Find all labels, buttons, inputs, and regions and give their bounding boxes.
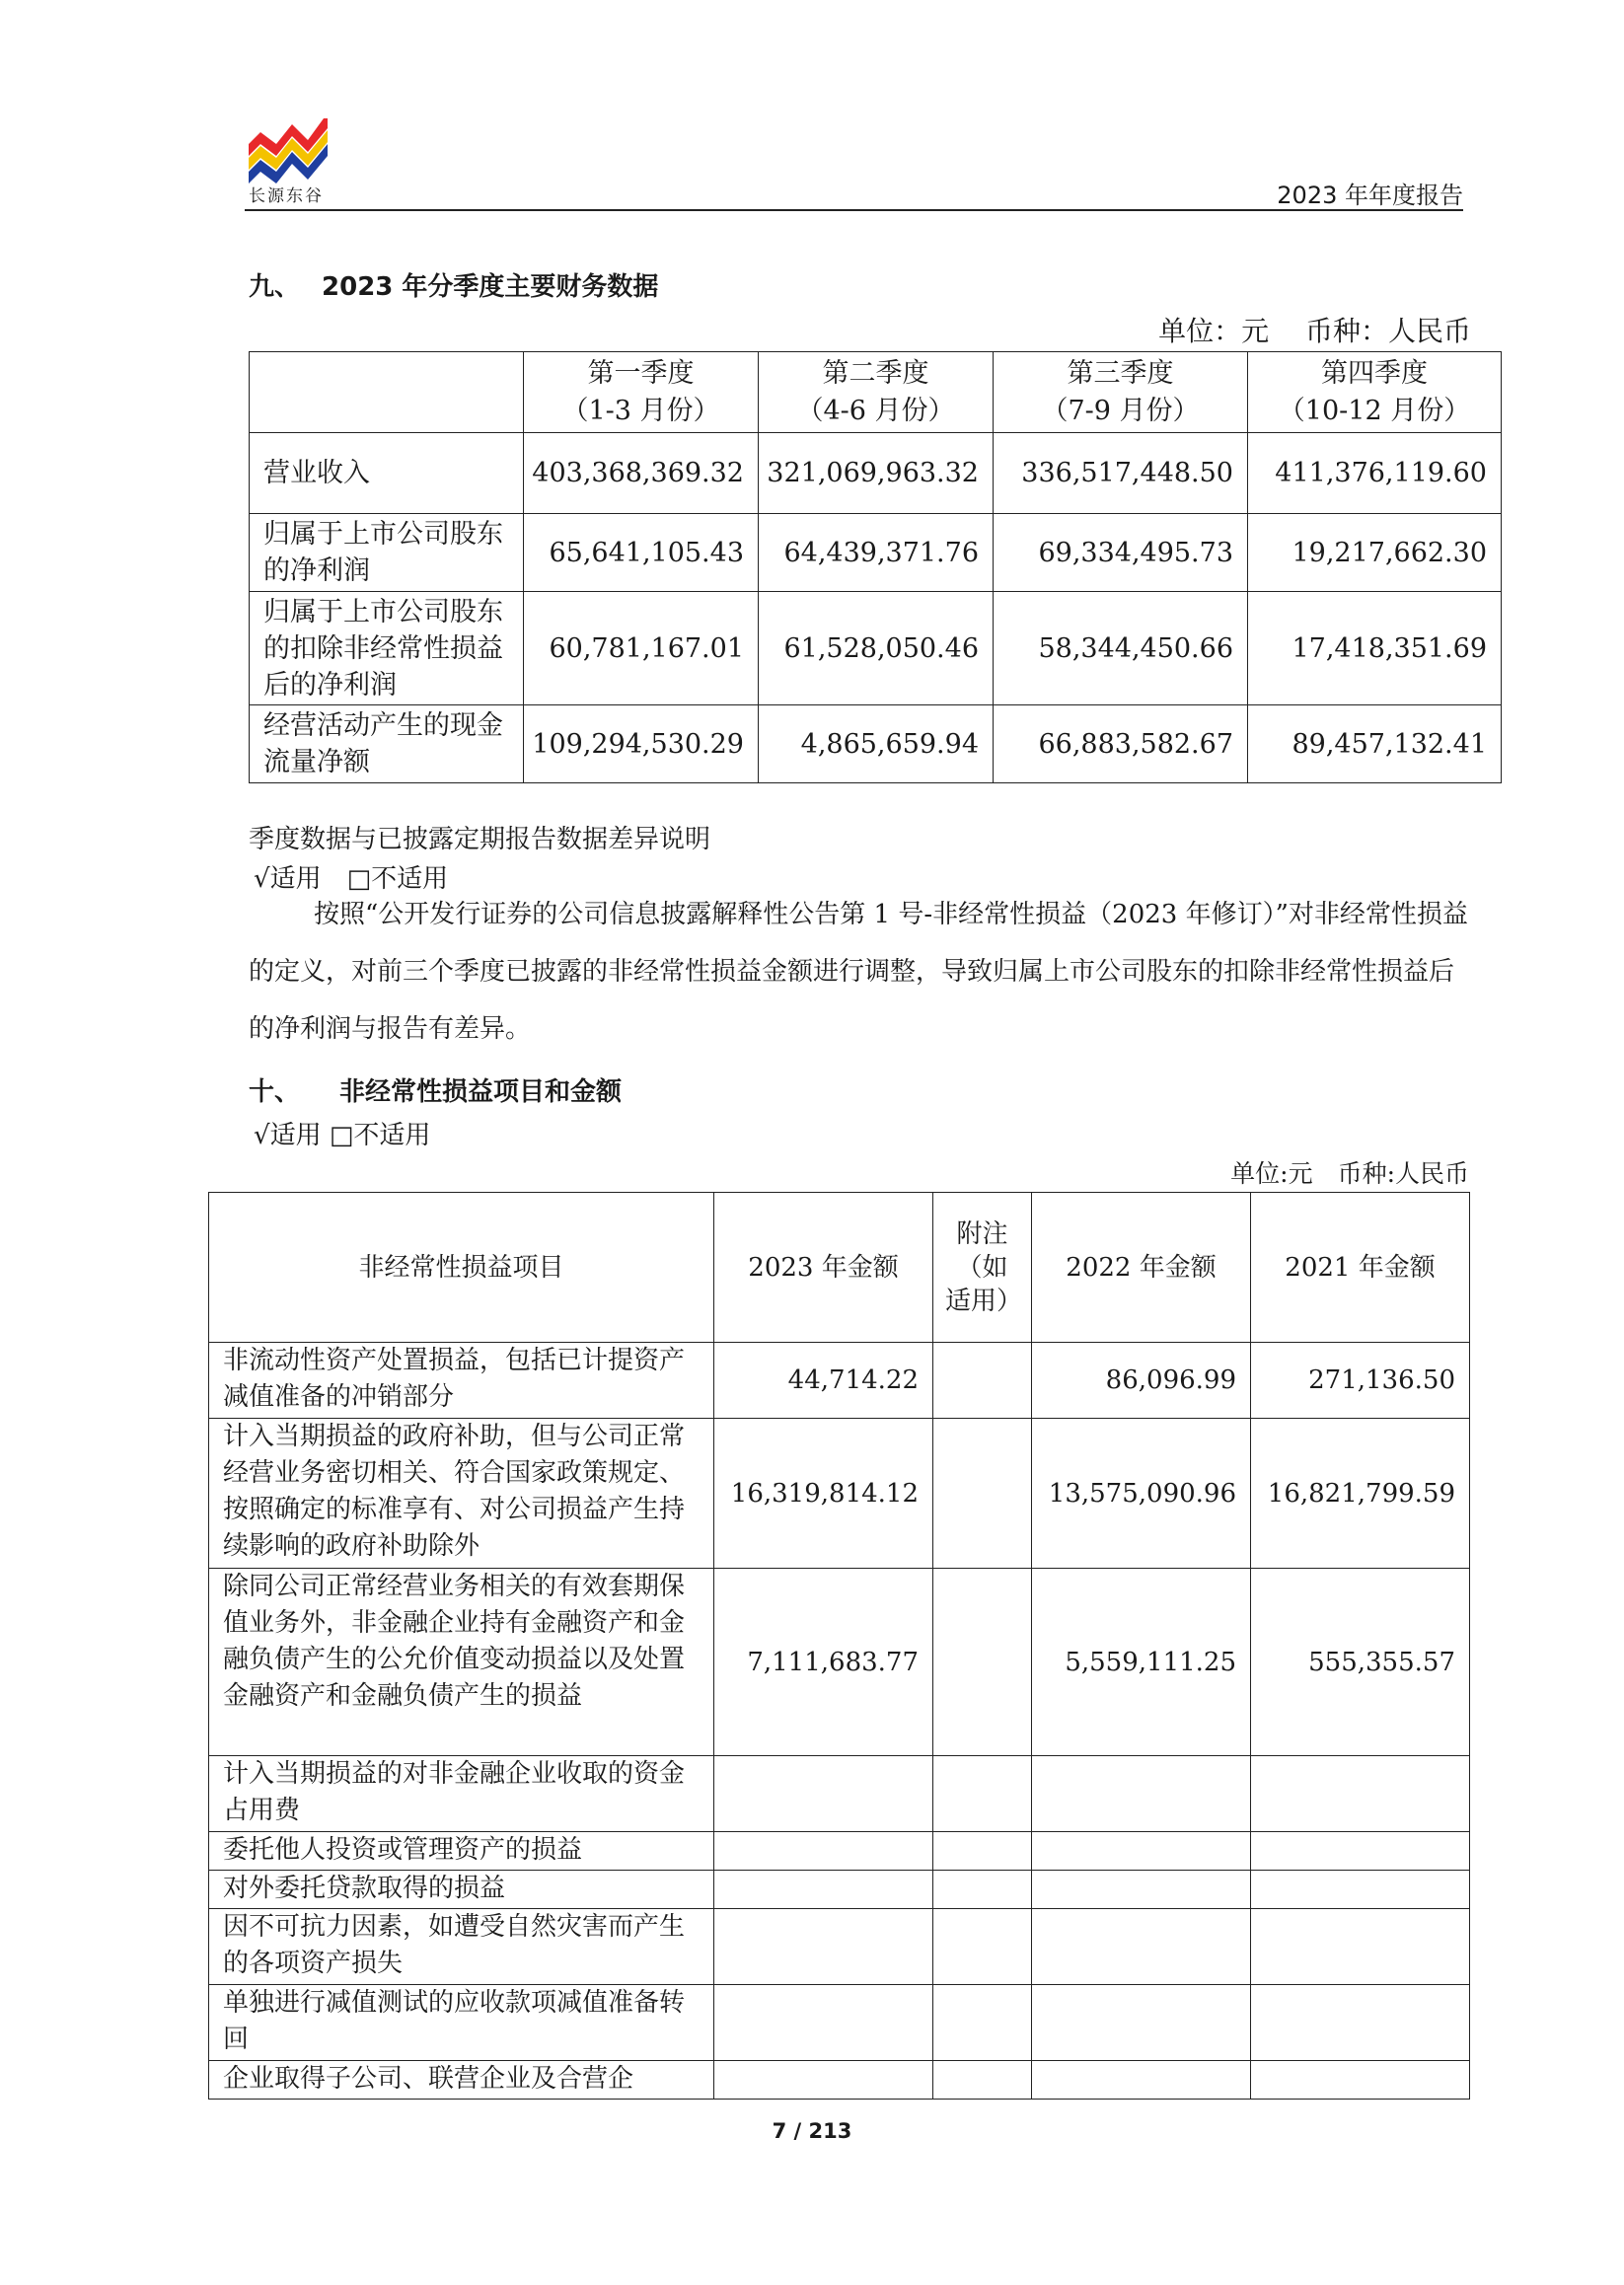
row-label: 归属于上市公司股东的净利润 xyxy=(250,514,524,592)
header-divider xyxy=(245,209,1463,211)
cell-2022: 86,096.99 xyxy=(1032,1343,1251,1419)
cell-note xyxy=(933,2061,1032,2100)
cell-2023 xyxy=(714,2061,933,2100)
row-label: 归属于上市公司股东的扣除非经常性损益后的净利润 xyxy=(250,592,524,705)
table-row xyxy=(209,1343,1470,1419)
cell-note xyxy=(933,1756,1032,1832)
cell-value: 411,376,119.60 xyxy=(1248,433,1502,514)
cell-value: 336,517,448.50 xyxy=(994,433,1248,514)
cell-2023 xyxy=(714,1832,933,1871)
cell-note xyxy=(933,1343,1032,1419)
logo-text: 长源东谷 xyxy=(249,186,324,206)
cell-2021: 271,136.50 xyxy=(1251,1343,1470,1419)
table-row xyxy=(250,433,1502,514)
cell-note xyxy=(933,1419,1032,1569)
table-row xyxy=(250,514,1502,592)
cell-2022 xyxy=(1032,1871,1251,1909)
table-row xyxy=(209,2061,1470,2100)
section-title: 非经常性损益项目和金额 xyxy=(339,1077,623,1107)
cell-note xyxy=(933,1871,1032,1909)
table-row xyxy=(209,1756,1470,1832)
section-number: 九、 xyxy=(249,272,301,302)
cell-2021 xyxy=(1251,1832,1470,1871)
cell-value: 58,344,450.66 xyxy=(994,592,1248,705)
table-row xyxy=(209,1419,1470,1569)
cell-2023 xyxy=(714,1756,933,1832)
table-row xyxy=(209,1909,1470,1985)
non-recurring-gains-table xyxy=(208,1192,1470,2100)
table-row xyxy=(209,1985,1470,2061)
table-header-row xyxy=(250,352,1502,433)
cell-2023 xyxy=(714,1871,933,1909)
cell-2021 xyxy=(1251,2061,1470,2100)
difference-note-title: 季度数据与已披露定期报告数据差异说明 xyxy=(249,825,711,854)
section-10-heading xyxy=(249,1071,622,1108)
unit-currency-label: 单位：元 币种：人民币 xyxy=(1158,315,1471,347)
header-cell-q3: 第三季度 （7-9 月份） xyxy=(994,352,1248,433)
cell-value: 4,865,659.94 xyxy=(759,705,994,783)
cell-2021: 555,355.57 xyxy=(1251,1569,1470,1756)
cell-2021: 16,821,799.59 xyxy=(1251,1419,1470,1569)
cell-2023: 7,111,683.77 xyxy=(714,1569,933,1756)
applicability-checkbox: √适用 □不适用 xyxy=(254,864,449,894)
table-row xyxy=(209,1832,1470,1871)
cell-value: 321,069,963.32 xyxy=(759,433,994,514)
cell-2023 xyxy=(714,1985,933,2061)
cell-note xyxy=(933,1909,1032,1985)
row-label: 对外委托贷款取得的损益 xyxy=(209,1871,714,1909)
cell-value: 66,883,582.67 xyxy=(994,705,1248,783)
cell-value: 60,781,167.01 xyxy=(524,592,759,705)
report-title: 2023 年年度报告 xyxy=(1277,182,1463,209)
row-label: 经营活动产生的现金流量净额 xyxy=(250,705,524,783)
header-cell-q4: 第四季度 （10-12 月份） xyxy=(1248,352,1502,433)
table-row xyxy=(209,1871,1470,1909)
row-label: 因不可抗力因素，如遭受自然灾害而产生的各项资产损失 xyxy=(209,1909,714,1985)
table-row xyxy=(250,592,1502,705)
cell-2022 xyxy=(1032,1985,1251,2061)
cell-2022 xyxy=(1032,1832,1251,1871)
row-label: 计入当期损益的政府补助，但与公司正常经营业务密切相关、符合国家政策规定、按照确定的标准享有、对公司损益产生持续影响的政府补助除外 xyxy=(209,1419,714,1569)
table-header-row xyxy=(209,1193,1470,1343)
cell-2022 xyxy=(1032,2061,1251,2100)
cell-2023: 44,714.22 xyxy=(714,1343,933,1419)
cell-value: 69,334,495.73 xyxy=(994,514,1248,592)
row-label: 非流动性资产处置损益，包括已计提资产减值准备的冲销部分 xyxy=(209,1343,714,1419)
row-label: 计入当期损益的对非金融企业收取的资金占用费 xyxy=(209,1756,714,1832)
cell-2023: 16,319,814.12 xyxy=(714,1419,933,1569)
cell-note xyxy=(933,1832,1032,1871)
header-cell-q2: 第二季度 （4-6 月份） xyxy=(759,352,994,433)
page-number: 7 / 213 xyxy=(772,2119,852,2143)
header-cell-note: 附注（如适用） xyxy=(933,1193,1032,1343)
applicability-checkbox: √适用 □不适用 xyxy=(254,1121,431,1150)
cell-2021 xyxy=(1251,1756,1470,1832)
row-label: 企业取得子公司、联营企业及合营企 xyxy=(209,2061,714,2100)
section-number: 十、 xyxy=(249,1077,301,1107)
cell-2022: 13,575,090.96 xyxy=(1032,1419,1251,1569)
unit-currency-label: 单位:元 币种:人民币 xyxy=(1230,1159,1469,1188)
cell-value: 65,641,105.43 xyxy=(524,514,759,592)
cell-value: 89,457,132.41 xyxy=(1248,705,1502,783)
header-cell-empty xyxy=(250,352,524,433)
row-label: 营业收入 xyxy=(250,433,524,514)
row-label: 委托他人投资或管理资产的损益 xyxy=(209,1832,714,1871)
row-label: 除同公司正常经营业务相关的有效套期保值业务外，非金融企业持有金融资产和金融负债产生的公允价值变动损益以及处置金融资产和金融负债产生的损益 xyxy=(209,1569,714,1756)
cell-2021 xyxy=(1251,1985,1470,2061)
table-row xyxy=(209,1569,1470,1756)
section-title: 2023 年分季度主要财务数据 xyxy=(322,272,659,302)
header-cell-2023: 2023 年金额 xyxy=(714,1193,933,1343)
quarterly-financial-table xyxy=(249,351,1502,783)
header-cell-2022: 2022 年金额 xyxy=(1032,1193,1251,1343)
cell-2022: 5,559,111.25 xyxy=(1032,1569,1251,1756)
cell-2021 xyxy=(1251,1909,1470,1985)
header-cell-q1: 第一季度 （1-3 月份） xyxy=(524,352,759,433)
cell-value: 61,528,050.46 xyxy=(759,592,994,705)
explanation-paragraph: 按照“公开发行证券的公司信息披露解释性公告第 1 号-非经常性损益（2023 年修订）”对非经常性损益的定义，对前三个季度已披露的非经常性损益金额进行调整，导致归属上市公司股东的扣除非经常性损益后的净利润与报告有差异。 xyxy=(249,900,1468,1044)
cell-value: 19,217,662.30 xyxy=(1248,514,1502,592)
cell-value: 109,294,530.29 xyxy=(524,705,759,783)
cell-2023 xyxy=(714,1909,933,1985)
cell-value: 17,418,351.69 xyxy=(1248,592,1502,705)
cell-2022 xyxy=(1032,1756,1251,1832)
cell-value: 403,368,369.32 xyxy=(524,433,759,514)
cell-2021 xyxy=(1251,1871,1470,1909)
cell-note xyxy=(933,1569,1032,1756)
header-cell-item: 非经常性损益项目 xyxy=(209,1193,714,1343)
header-cell-2021: 2021 年金额 xyxy=(1251,1193,1470,1343)
cell-note xyxy=(933,1985,1032,2061)
cell-value: 64,439,371.76 xyxy=(759,514,994,592)
section-9-heading xyxy=(249,266,658,303)
row-label: 单独进行减值测试的应收款项减值准备转回 xyxy=(209,1985,714,2061)
table-row xyxy=(250,705,1502,783)
cell-2022 xyxy=(1032,1909,1251,1985)
